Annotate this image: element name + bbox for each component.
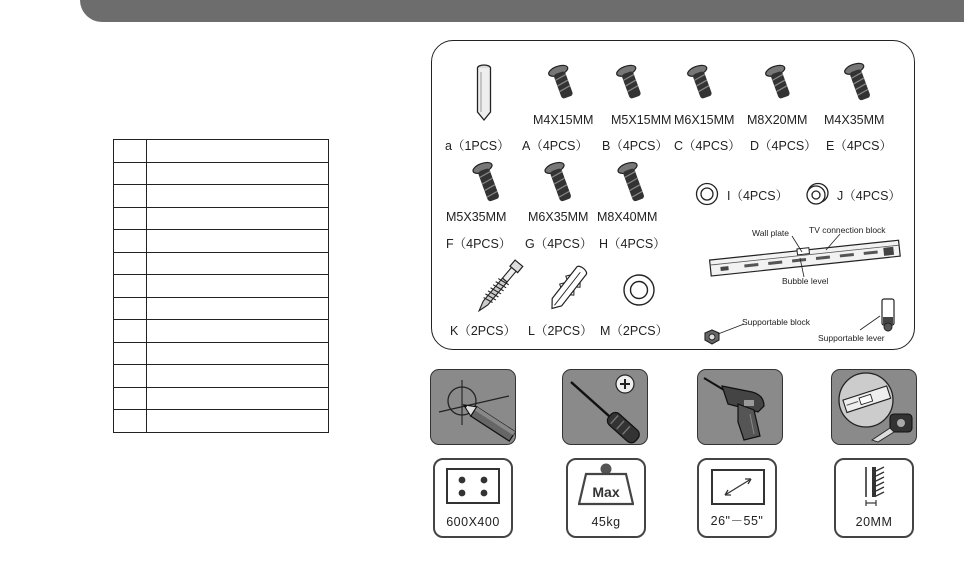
drill-tool-card bbox=[697, 369, 783, 445]
tv-connection-block-label: TV connection block bbox=[809, 225, 886, 235]
part-H-label: H（4PCS） bbox=[599, 237, 666, 251]
callout-lines bbox=[780, 232, 900, 282]
screen-size-label: 26"－55" bbox=[710, 514, 764, 528]
part-D-size: M8X20MM bbox=[747, 113, 808, 127]
max-load-card bbox=[566, 458, 646, 538]
part-F-label: F（4PCS） bbox=[446, 237, 512, 251]
part-E-label: E（4PCS） bbox=[826, 139, 892, 153]
table-row bbox=[114, 140, 329, 163]
part-E-size: M4X35MM bbox=[824, 113, 885, 127]
supportable-lever-label: Supportable lever bbox=[818, 333, 885, 343]
washer-icon bbox=[622, 273, 656, 307]
table-row bbox=[114, 320, 329, 343]
part-A-size: M4X15MM bbox=[533, 113, 594, 127]
part-A-label: A（4PCS） bbox=[522, 139, 588, 153]
drill-icon bbox=[698, 370, 783, 445]
washer-icon bbox=[695, 182, 719, 206]
part-M-label: M（2PCS） bbox=[600, 324, 669, 338]
screw-icon bbox=[546, 161, 574, 207]
screw-icon bbox=[766, 64, 794, 104]
screen-diagonal-icon bbox=[711, 469, 765, 507]
part-J-label: J（4PCS） bbox=[837, 189, 901, 203]
screw-icon bbox=[474, 161, 502, 207]
screw-icon bbox=[845, 62, 873, 104]
wall-anchor-icon bbox=[546, 262, 590, 314]
lag-bolt-icon bbox=[470, 258, 528, 316]
table-row bbox=[114, 185, 329, 208]
table-row bbox=[114, 365, 329, 388]
part-G-size: M6X35MM bbox=[528, 210, 589, 224]
level-tape-tool-card bbox=[831, 369, 917, 445]
table-row bbox=[114, 275, 329, 298]
header-bar bbox=[80, 0, 964, 22]
part-B-label: B（4PCS） bbox=[602, 139, 668, 153]
washer-icon bbox=[804, 182, 830, 206]
table-row bbox=[114, 387, 329, 410]
wall-plate-label: Wall plate bbox=[752, 228, 790, 238]
screwdriver-icon bbox=[563, 370, 648, 445]
max-load-label: 45kg bbox=[591, 515, 621, 529]
screw-icon bbox=[619, 161, 647, 207]
part-G-label: G（4PCS） bbox=[525, 237, 593, 251]
table-row bbox=[114, 162, 329, 185]
table-row bbox=[114, 342, 329, 365]
part-D-label: D（4PCS） bbox=[750, 139, 817, 153]
part-C-size: M6X15MM bbox=[674, 113, 735, 127]
part-a-label: a（1PCS） bbox=[445, 139, 510, 153]
table-row bbox=[114, 297, 329, 320]
screw-icon bbox=[549, 64, 577, 104]
screw-icon bbox=[688, 64, 716, 104]
pencil-tool-card bbox=[430, 369, 516, 445]
screen-size-card bbox=[697, 458, 777, 538]
screw-icon bbox=[617, 64, 645, 104]
wall-gap-label: 20MM bbox=[855, 515, 893, 529]
part-L-label: L（2PCS） bbox=[528, 324, 593, 338]
wall-gap-card bbox=[834, 458, 914, 538]
part-I-label: I（4PCS） bbox=[727, 189, 789, 203]
part-K-label: K（2PCS） bbox=[450, 324, 516, 338]
parts-checklist-table bbox=[113, 139, 329, 433]
callout-line bbox=[858, 314, 882, 332]
part-C-label: C（4PCS） bbox=[674, 139, 741, 153]
part-F-size: M5X35MM bbox=[446, 210, 507, 224]
table-row bbox=[114, 252, 329, 275]
part-H-size: M8X40MM bbox=[597, 210, 658, 224]
bubble-level-label: Bubble level bbox=[782, 276, 829, 286]
vesa-label: 600X400 bbox=[446, 515, 500, 529]
screwdriver-tool-card bbox=[562, 369, 648, 445]
wall-gap-icon bbox=[854, 465, 898, 509]
vesa-holes-icon bbox=[446, 468, 500, 504]
vesa-pattern-card bbox=[433, 458, 513, 538]
level-tape-icon bbox=[832, 370, 917, 445]
table-row bbox=[114, 207, 329, 230]
max-label: Max bbox=[592, 484, 620, 500]
supportable-block-label: Supportable block bbox=[742, 317, 811, 327]
spacer-icon bbox=[472, 62, 496, 124]
table-row bbox=[114, 230, 329, 253]
pencil-icon bbox=[431, 370, 516, 445]
part-B-size: M5X15MM bbox=[611, 113, 672, 127]
table-row bbox=[114, 410, 329, 433]
